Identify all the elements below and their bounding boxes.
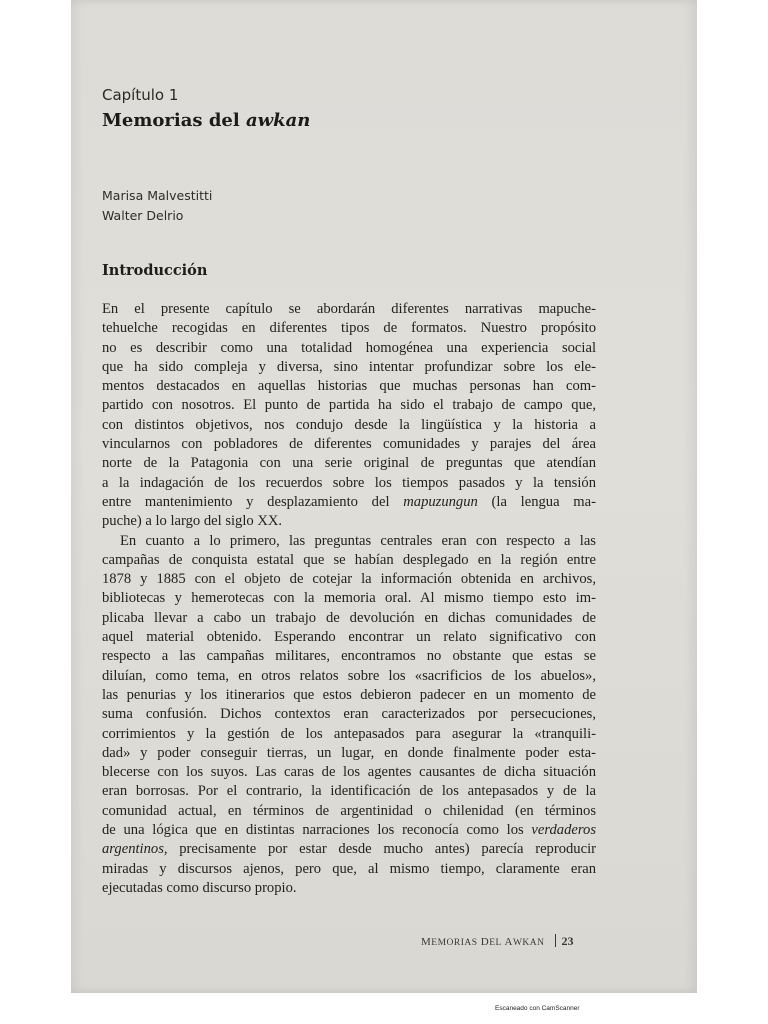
chapter-title-prefix: Memorias del	[102, 110, 246, 131]
text-line: En el presente capítulo se abordarán diferentes narrativas mapuche-	[102, 301, 596, 317]
text-line: dad» y poder conseguir tierras, un lugar, en donde finalmente poder esta-	[102, 744, 596, 761]
text-line: con distintos objetivos, nos condujo desde la lingüística y la historia a	[102, 416, 596, 433]
chapter-title	[102, 110, 310, 131]
text-line: norte de la Patagonia con una serie original de preguntas que atendían	[102, 455, 596, 472]
chapter-label: Capítulo 1	[102, 86, 179, 104]
running-head: MEMORIAS DEL AWKAN	[421, 936, 545, 948]
text-line: argentinos, precisamente por estar desde mucho antes) parecía reproducir	[102, 841, 596, 858]
text-line: 1878 y 1885 con el objeto de cotejar la información obtenida en archivos,	[102, 571, 596, 588]
paragraph-1	[102, 300, 596, 532]
author-name: Marisa Malvestitti	[102, 188, 213, 203]
page-number: 23	[561, 934, 574, 948]
footer-divider	[555, 934, 556, 947]
text-line: aquel material obtenido. Esperando encontrar un relato significativo con	[102, 629, 596, 646]
text-line: campañas de conquista estatal que se habían desplegado en la región entre	[102, 551, 596, 568]
page-footer	[421, 932, 574, 950]
text-line: blecerse con los suyos. Las caras de los agentes causantes de dicha situación	[102, 764, 596, 781]
text-line: respecto a las campañas militares, encontramos no obstante que estas se	[102, 648, 596, 665]
text-line: diluían, como tema, en otros relatos sobre los «sacrificios de los abuelos»,	[102, 667, 596, 684]
text-line: eran borrosas. Por el contrario, la identificación de los antepasados y de la	[102, 783, 596, 800]
text-line: que ha sido compleja y diversa, sino intentar profundizar sobre los ele-	[102, 358, 596, 375]
section-heading: Introducción	[102, 262, 208, 279]
author-list	[102, 186, 212, 226]
text-line: tehuelche recogidas en diferentes tipos de formatos. Nuestro propósito	[102, 320, 596, 337]
text-line: miradas y discursos ajenos, pero que, al mismo tiempo, claramente eran	[102, 860, 596, 877]
text-line: las penurias y los itinerarios que estos debieron padecer en un momento de	[102, 686, 596, 703]
text-line: suma confusión. Dichos contextos eran caracterizados por persecuciones,	[102, 706, 596, 723]
text-line: de una lógica que en distintas narraciones los reconocía como los verdaderos	[102, 822, 596, 839]
text-line: a la indagación de los recuerdos sobre los tiempos pasados y la tensión	[102, 474, 596, 491]
book-page	[71, 0, 697, 993]
text-line: vincularnos con pobladores de diferentes comunidades y parajes del área	[102, 436, 596, 453]
text-line: entre mantenimiento y desplazamiento del mapuzungun (la lengua ma-	[102, 493, 596, 510]
text-line: plicaba llevar a cabo un trabajo de devolución en dichas comunidades de	[102, 609, 596, 626]
chapter-title-emphasis: awkan	[245, 110, 311, 131]
text-line: comunidad actual, en términos de argentinidad o chilenidad (en términos	[102, 802, 596, 819]
text-line: bibliotecas y hemerotecas con la memoria oral. Al mismo tiempo esto im-	[102, 590, 596, 607]
text-line: corrimientos y la gestión de los antepasados para asegurar la «tranquili-	[102, 725, 596, 742]
text-line: ejecutadas como discurso propio.	[102, 879, 297, 896]
text-line: partido con nosotros. El punto de partida ha sido el trabajo de campo que,	[102, 397, 596, 414]
text-line: puche) a lo largo del siglo XX.	[102, 513, 283, 530]
body-text	[102, 300, 596, 898]
paragraph-2	[102, 532, 596, 899]
text-line: En cuanto a lo primero, las preguntas centrales eran con respecto a las	[120, 532, 596, 549]
scanner-watermark: Escaneado con CamScanner	[495, 1005, 580, 1012]
text-line: mentos destacados en aquellas historias que muchas personas han com-	[102, 378, 596, 395]
author-name: Walter Delrio	[102, 208, 184, 223]
text-line: no es describir como una totalidad homogénea una experiencia social	[102, 339, 596, 356]
